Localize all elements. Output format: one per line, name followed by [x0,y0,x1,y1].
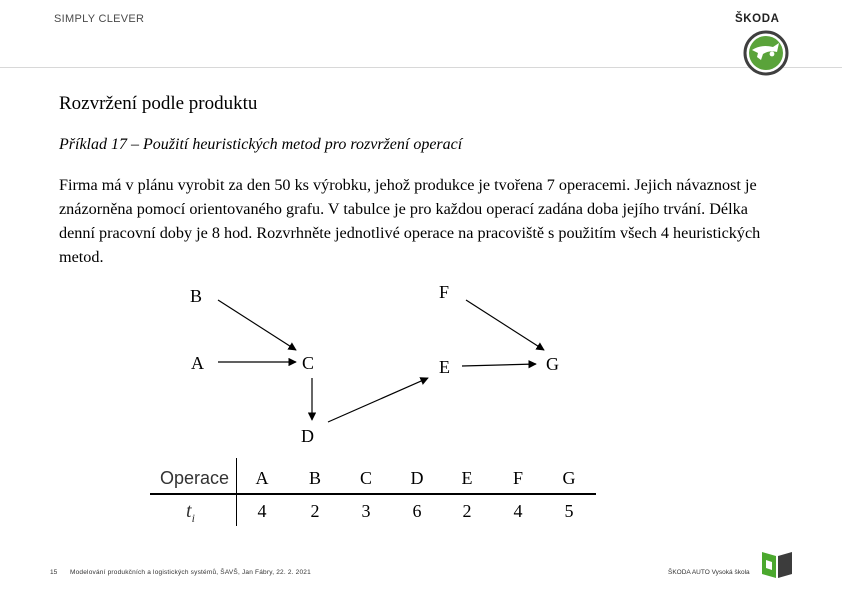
node-c: C [302,353,315,373]
footer-citation: Modelování produkčních a logistických systémů, ŠAVŠ, Jan Fábry, 22. 2. 2021 [70,569,311,576]
node-f: F [439,282,450,302]
node-b: B [190,286,203,306]
operation-d: D [410,468,424,488]
operation-b: B [308,468,321,488]
operations-row-label: Operace [160,468,230,488]
node-g: G [546,354,559,374]
time-d: 6 [412,501,422,521]
node-a: A [191,353,204,373]
page-number: 15 [50,569,58,576]
time-a: 4 [257,501,267,521]
skoda-logo-icon [743,30,789,76]
time-c: 3 [361,501,371,521]
operation-c: C [359,468,372,488]
edge-b-c [218,300,296,350]
table-horizontal-rule [150,493,596,495]
operation-g: G [562,468,576,488]
time-f: 4 [513,501,523,521]
school-flag-icon [760,550,794,580]
edge-f-g [466,300,544,350]
time-g: 5 [564,501,574,521]
footer-school-name: ŠKODA AUTO Vysoká škola [668,569,750,576]
time-b: 2 [310,501,320,521]
edge-d-e [328,378,428,422]
example-heading: Příklad 17 – Použití heuristických metod pro rozvržení operací [59,136,463,153]
node-d: D [301,426,314,446]
time-row-label: $t_i$ [186,500,195,525]
problem-statement: Firma má v plánu vyrobit za den 50 ks výrobku, jehož produkce je tvořena 7 operacemi. Jejich návaznost je znázorněna pomocí orientovaného grafu. V tabulce je pro každou operací zadána doba jejího trvání. Délka denní pracovní doby je 8 hod. Rozvrhněte jednotlivé operace na pracoviště s použitím všech 4 heuristických metod. [59,176,761,266]
node-e: E [439,357,450,377]
slogan: SIMPLY CLEVER [54,13,145,25]
page-title: Rozvržení podle produktu [59,93,258,114]
operation-f: F [512,468,523,488]
table-vertical-rule [236,458,237,526]
operation-e: E [461,468,473,488]
brand-name: ŠKODA [735,13,780,25]
time-e: 2 [462,501,472,521]
edge-e-g [462,364,536,366]
header-divider [0,67,842,68]
operation-a: A [255,468,269,488]
operations-table [150,458,598,528]
